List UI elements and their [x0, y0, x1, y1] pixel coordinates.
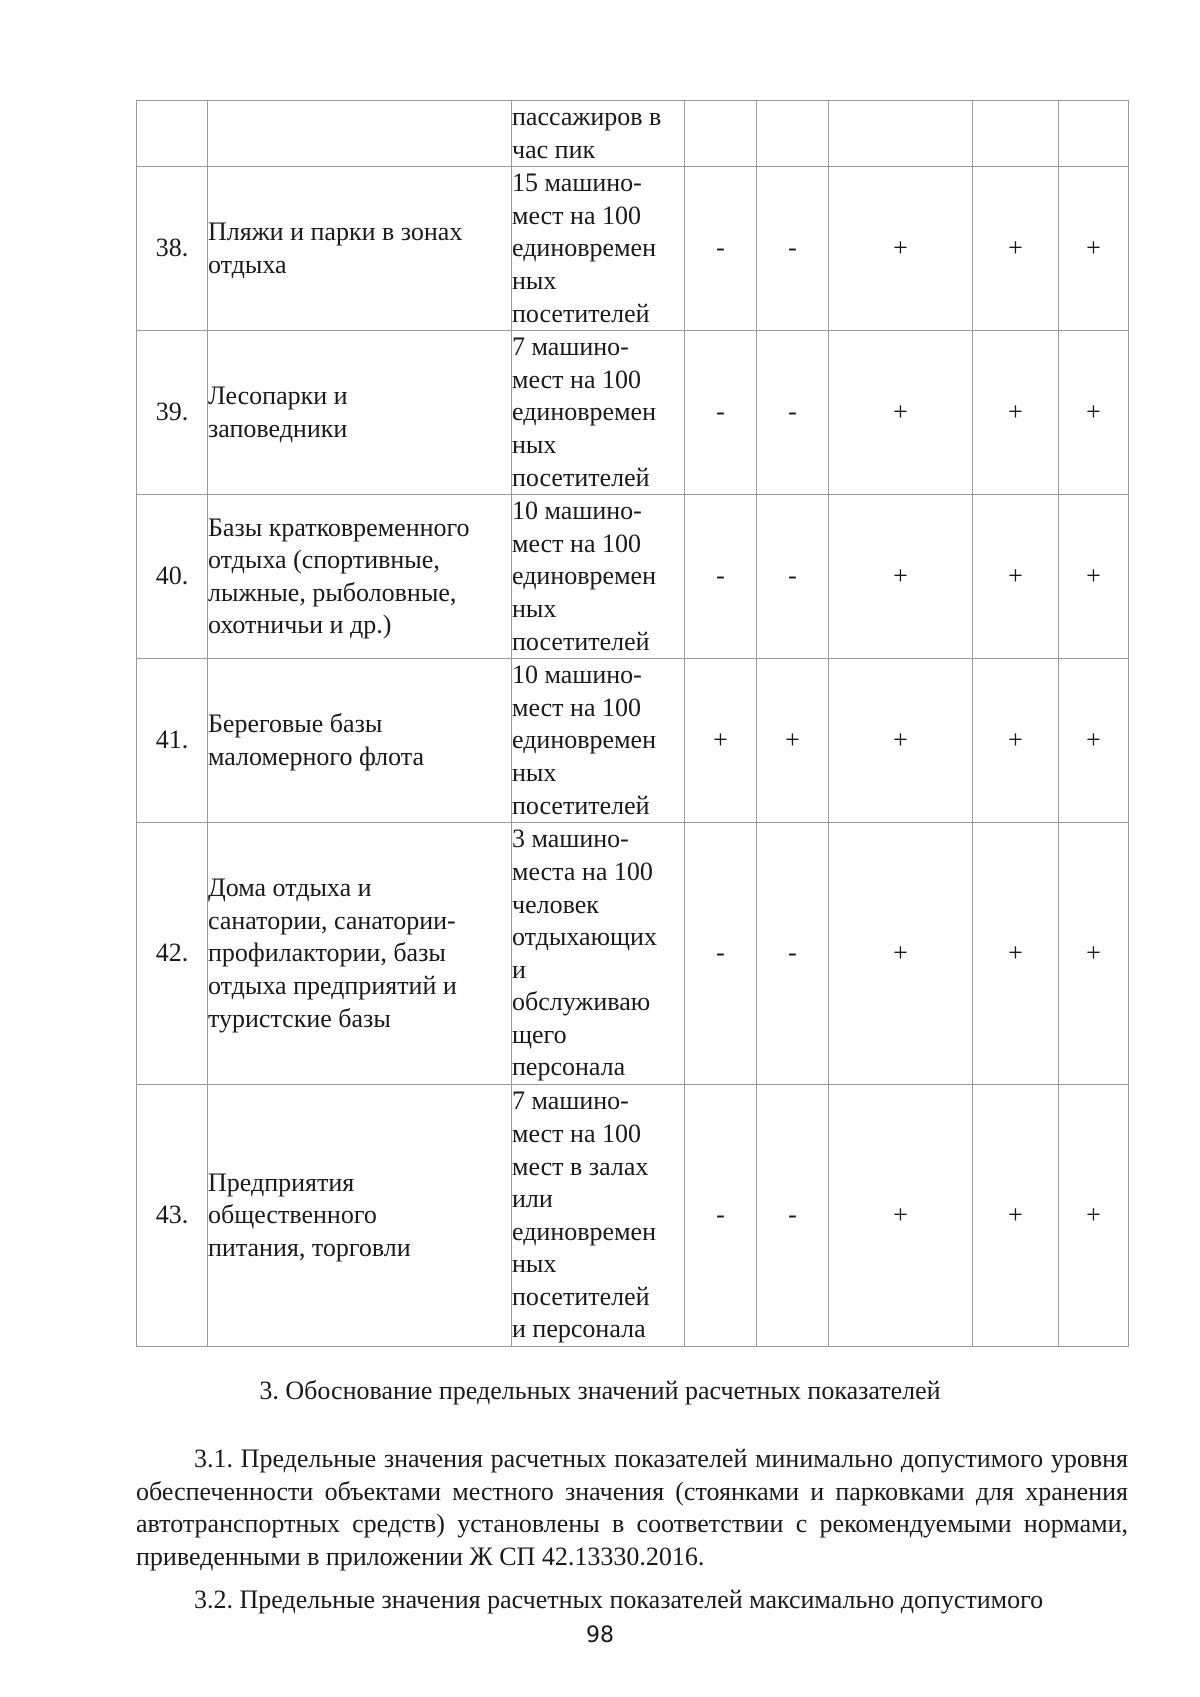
row-number-cell: 38.	[137, 167, 208, 331]
mark-cell: +	[829, 167, 973, 331]
norm-cell: 3 машино- места на 100 человек отдыхающих и обслуживаю щего персонала	[512, 823, 685, 1085]
table-row	[137, 823, 1129, 1085]
mark-cell: +	[1059, 167, 1129, 331]
object-name-cell: Береговые базы маломерного флота	[208, 659, 512, 823]
table-row	[137, 1085, 1129, 1347]
mark-cell	[757, 101, 829, 167]
mark-cell: +	[973, 823, 1059, 1085]
mark-cell: +	[973, 1085, 1059, 1347]
mark-cell: +	[973, 167, 1059, 331]
mark-cell: -	[757, 495, 829, 659]
table-row	[137, 331, 1129, 495]
paragraph-3-2: 3.2. Предельные значения расчетных показателей максимально допустимого	[194, 1585, 1044, 1614]
object-name-cell: Базы кратковременного отдыха (спортивные, лыжные, рыболовные, охотничьи и др.)	[208, 495, 512, 659]
mark-cell: +	[757, 659, 829, 823]
mark-cell	[685, 101, 757, 167]
mark-cell: +	[973, 659, 1059, 823]
norm-cell: 7 машино- мест на 100 мест в залах или единовремен ных посетителей и персонала	[512, 1085, 685, 1347]
row-number-cell: 40.	[137, 495, 208, 659]
mark-cell: +	[1059, 823, 1129, 1085]
table-row	[137, 659, 1129, 823]
table-row	[137, 495, 1129, 659]
object-name-cell: Лесопарки и заповедники	[208, 331, 512, 495]
mark-cell: +	[685, 659, 757, 823]
mark-cell: -	[685, 167, 757, 331]
mark-cell: +	[1059, 331, 1129, 495]
table-row	[137, 167, 1129, 331]
norm-cell: 15 машино- мест на 100 единовремен ных посетителей	[512, 167, 685, 331]
mark-cell: +	[829, 495, 973, 659]
mark-cell: +	[829, 1085, 973, 1347]
mark-cell: -	[685, 331, 757, 495]
object-name-cell: Пляжи и парки в зонах отдыха	[208, 167, 512, 331]
mark-cell: -	[685, 1085, 757, 1347]
mark-cell: +	[973, 495, 1059, 659]
page-number: 98	[586, 1623, 614, 1648]
mark-cell: +	[1059, 659, 1129, 823]
mark-cell: -	[757, 1085, 829, 1347]
mark-cell: -	[685, 823, 757, 1085]
mark-cell: +	[829, 823, 973, 1085]
row-number-cell: 39.	[137, 331, 208, 495]
mark-cell: +	[1059, 1085, 1129, 1347]
object-name-cell: Дома отдыха и санатории, санатории- профилактории, базы отдыха предприятий и туристские базы	[208, 823, 512, 1085]
mark-cell: -	[757, 823, 829, 1085]
object-name-cell: Предприятия общественного питания, торговли	[208, 1085, 512, 1347]
norm-cell: 10 машино- мест на 100 единовремен ных посетителей	[512, 659, 685, 823]
mark-cell: +	[1059, 495, 1129, 659]
section-heading: 3. Обоснование предельных значений расчетных показателей	[259, 1376, 941, 1405]
mark-cell: +	[829, 331, 973, 495]
mark-cell: -	[757, 331, 829, 495]
paragraph-3-1: 3.1. Предельные значения расчетных показателей минимально допустимого уровня обеспеченности объектами местного значения (стоянками и парковками для хранения автотранспортных средств) установлены в соответствии с рекомендуемыми нормами, приведенными в приложении Ж СП 42.13330.2016.	[136, 1444, 1128, 1571]
mark-cell: -	[685, 495, 757, 659]
object-name-cell	[208, 101, 512, 167]
mark-cell: -	[757, 167, 829, 331]
row-number-cell: 42.	[137, 823, 208, 1085]
table-row	[137, 101, 1129, 167]
row-number-cell	[137, 101, 208, 167]
row-number-cell: 41.	[137, 659, 208, 823]
parking-norms-table	[136, 100, 1129, 1347]
norm-cell: 7 машино- мест на 100 единовремен ных посетителей	[512, 331, 685, 495]
row-number-cell: 43.	[137, 1085, 208, 1347]
mark-cell	[1059, 101, 1129, 167]
mark-cell: +	[973, 331, 1059, 495]
mark-cell	[829, 101, 973, 167]
mark-cell: +	[829, 659, 973, 823]
norm-cell: 10 машино- мест на 100 единовремен ных посетителей	[512, 495, 685, 659]
norm-cell: пассажиров в час пик	[512, 101, 685, 167]
mark-cell	[973, 101, 1059, 167]
